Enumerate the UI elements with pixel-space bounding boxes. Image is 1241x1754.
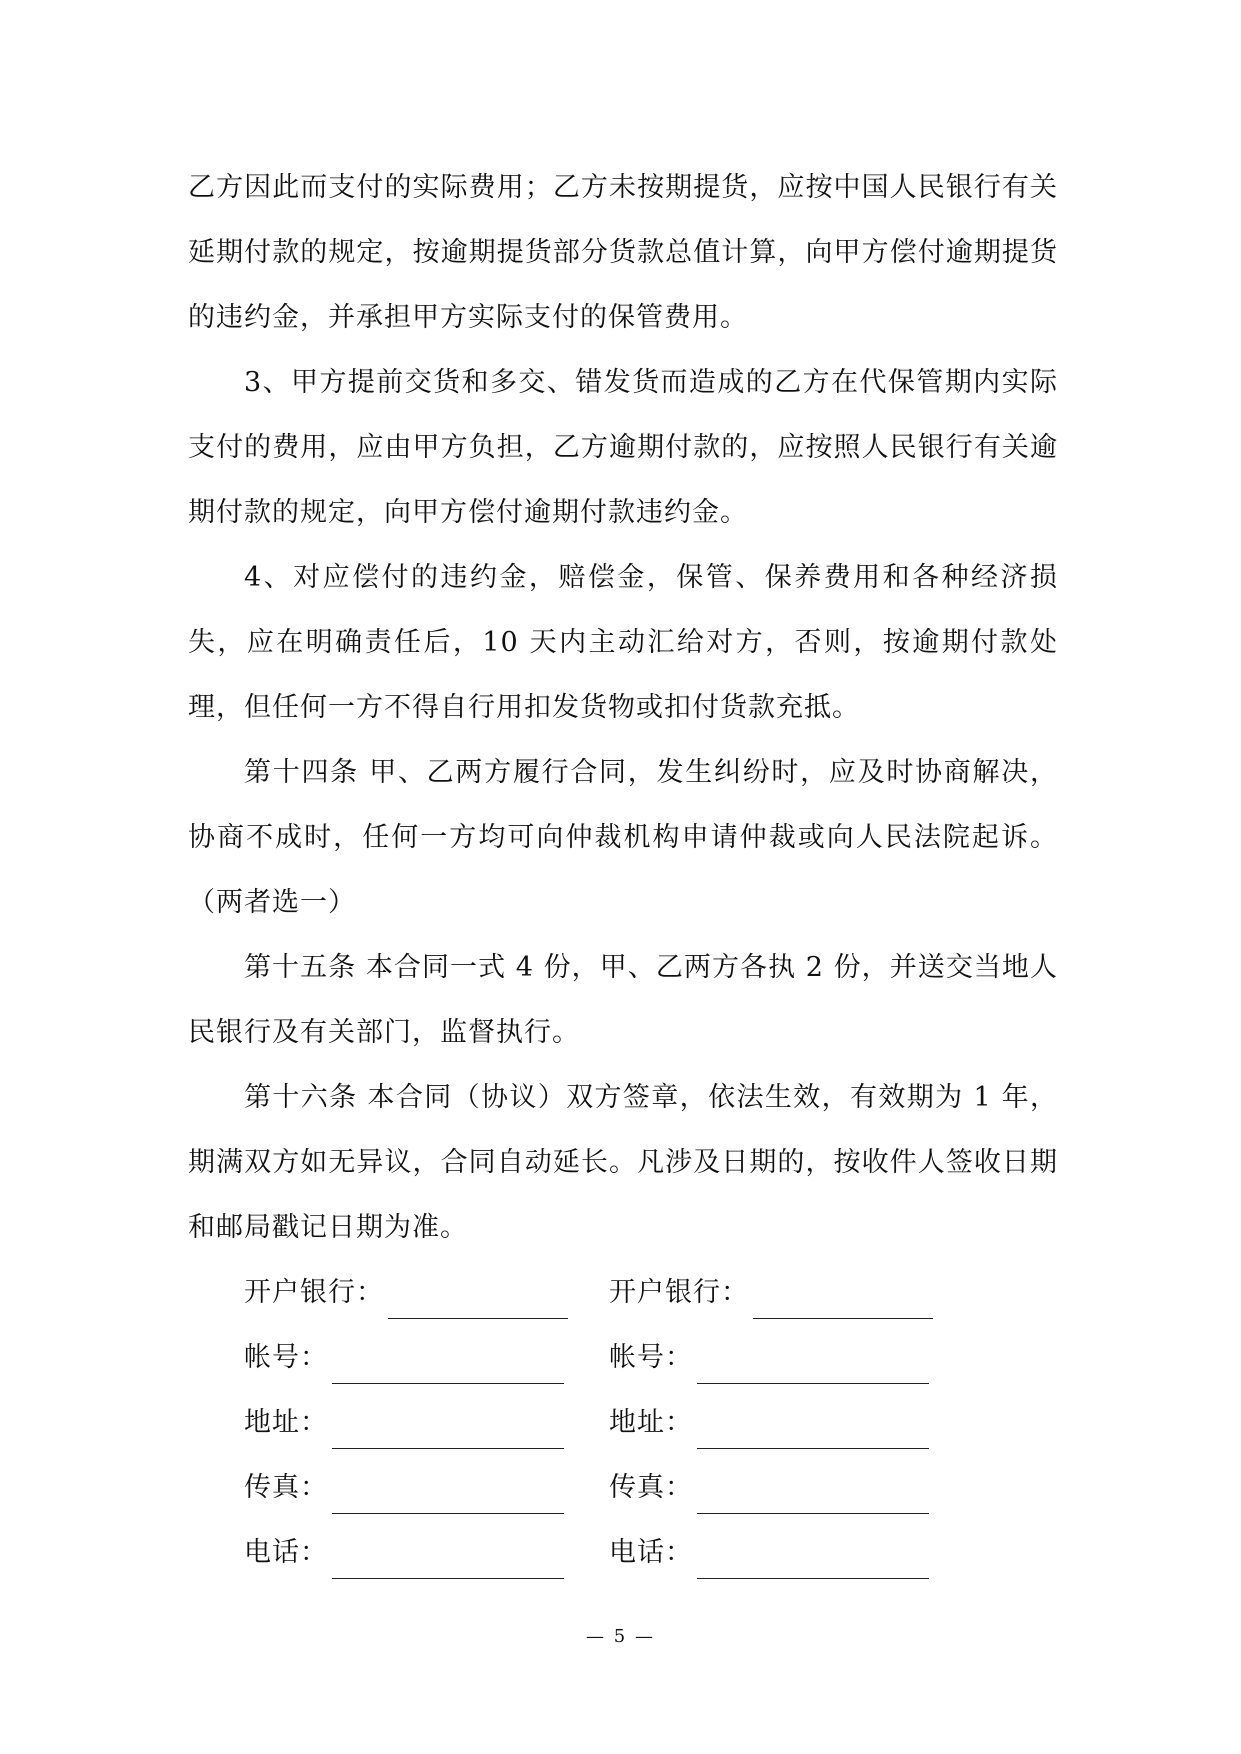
field-label: 帐号： [244,1342,328,1373]
party-a-phone-field [244,1520,609,1585]
paragraph-5: 第十五条 本合同一式 4 份，甲、乙两方各执 2 份，并送交当地人民银行及有关部门，监督执行。 [188,952,1058,1048]
party-a-bank-field [244,1260,609,1325]
field-label: 电话： [609,1537,693,1568]
blank-line [697,1554,929,1579]
paragraph-6: 第十六条 本合同（协议）双方签章，依法生效，有效期为 1 年，期满双方如无异议，合同自动延长。凡涉及日期的，按收件人签收日期和邮局戳记日期为准。 [188,1082,1058,1243]
field-row-address [188,1390,1058,1455]
blank-line [697,1424,929,1449]
field-label: 地址： [609,1407,693,1438]
field-label: 开户银行： [609,1277,749,1308]
contract-body [188,155,1058,1585]
blank-line [332,1359,564,1384]
blank-line [332,1489,564,1514]
field-row-account [188,1325,1058,1390]
field-row-phone [188,1520,1058,1585]
party-b-address-field [609,1390,974,1455]
field-label: 帐号： [609,1342,693,1373]
blank-line [332,1554,564,1579]
paragraph-3: 4、对应偿付的违约金，赔偿金，保管、保养费用和各种经济损失，应在明确责任后，10 天内主动汇给对方，否则，按逾期付款处理，但任何一方不得自行用扣发货物或扣付货款充抵。 [188,562,1058,723]
blank-line [697,1359,929,1384]
party-b-account-field [609,1325,974,1390]
blank-line [753,1294,933,1319]
paragraph-4: 第十四条 甲、乙两方履行合同，发生纠纷时，应及时协商解决，协商不成时，任何一方均可向仲裁机构申请仲裁或向人民法院起诉。（两者选一） [188,757,1058,918]
blank-line [332,1424,564,1449]
party-b-fax-field [609,1455,974,1520]
page-number: — 5 — [586,1626,655,1647]
field-label: 传真： [244,1472,328,1503]
blank-line [388,1294,568,1319]
field-row-bank [188,1260,1058,1325]
party-b-bank-field [609,1260,974,1325]
field-label: 地址： [244,1407,328,1438]
party-b-phone-field [609,1520,974,1585]
party-a-address-field [244,1390,609,1455]
signature-fields [188,1260,1058,1585]
field-label: 传真： [609,1472,693,1503]
blank-line [697,1489,929,1514]
party-a-account-field [244,1325,609,1390]
party-a-fax-field [244,1455,609,1520]
field-row-fax [188,1455,1058,1520]
field-label: 开户银行： [244,1277,384,1308]
paragraph-1: 乙方因此而支付的实际费用；乙方未按期提货，应按中国人民银行有关延期付款的规定，按逾期提货部分货款总值计算，向甲方偿付逾期提货的违约金，并承担甲方实际支付的保管费用。 [188,172,1058,333]
field-label: 电话： [244,1537,328,1568]
paragraph-2: 3、甲方提前交货和多交、错发货而造成的乙方在代保管期内实际支付的费用，应由甲方负担，乙方逾期付款的，应按照人民银行有关逾期付款的规定，向甲方偿付逾期付款违约金。 [188,367,1058,528]
